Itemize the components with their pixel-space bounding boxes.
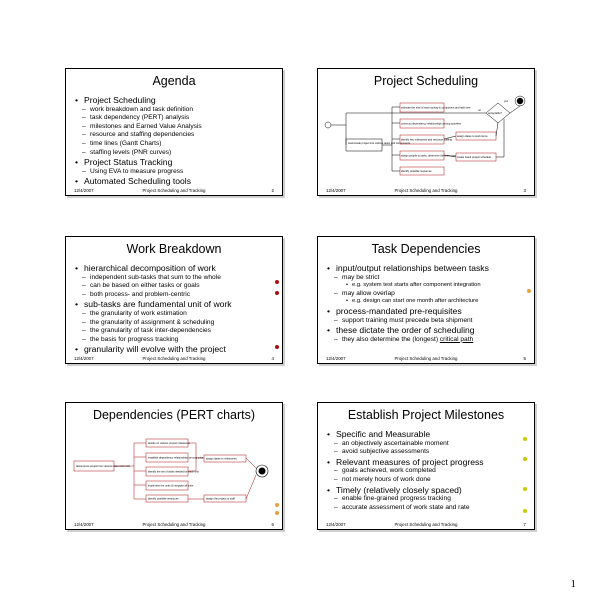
pert-box-label: assign dates to milestones (206, 457, 237, 461)
slide-number: 5 (523, 356, 526, 361)
slide-title: Dependencies (PERT charts) (92, 408, 256, 422)
pert-diagram (66, 423, 284, 523)
sub-bullet: – accurate assessment of work state and rate (326, 504, 524, 513)
footer-course: Project Scheduling and Tracking (394, 356, 458, 361)
annotation-marker (275, 280, 279, 284)
sub-bullet: – support training must precede beta shipment (326, 317, 524, 326)
pert-box-label: identify possible resources (148, 497, 179, 501)
footer-date: 12/4/2007 (74, 188, 94, 193)
pert-box-label: decide on various project milestones (148, 442, 190, 445)
yes-label: yes (504, 100, 509, 103)
start-node (325, 122, 331, 128)
bullet-list (326, 429, 524, 512)
annotation-marker (275, 511, 279, 515)
annotation-marker (523, 457, 527, 461)
pert-box-label: establish dependency relationships among units (148, 456, 204, 460)
sub-sub-bullet: • e.g. design can start one month after architecture (326, 298, 524, 306)
flow-box-label: assign dates to work items (457, 135, 488, 138)
slide-title: Project Scheduling (373, 74, 479, 88)
bullet: • these dictate the order of scheduling (326, 325, 524, 336)
slide-number: 2 (271, 188, 274, 193)
footer-date: 12/4/2007 (74, 522, 94, 527)
sub-bullet: – may allow overlap (326, 290, 524, 299)
annotation-marker (523, 509, 527, 513)
pert-box-label: implement the units & integrate all units (148, 484, 194, 488)
bullet: • granularity will evolve with the project (74, 344, 272, 355)
sub-bullet: – resource and staffing dependencies (74, 131, 272, 140)
bullet: • Automated Scheduling tools (74, 176, 272, 187)
sub-bullet-text: they also determine the (longest) (342, 335, 440, 343)
pert-box-label: identify the set of tasks needed for each unit (148, 470, 199, 474)
sub-bullet: – both process- and problem-centric (74, 291, 272, 300)
flow-box (346, 139, 382, 151)
annotation-marker (523, 487, 527, 491)
footer-course: Project Scheduling and Tracking (142, 188, 206, 193)
annotation-marker (523, 437, 527, 441)
footer-date: 12/4/2007 (326, 188, 346, 193)
footer-date: 12/4/2007 (326, 356, 346, 361)
sub-bullet: – goals achieved, work completed (326, 467, 524, 476)
sub-bullet: – time lines (Gantt Charts) (74, 140, 272, 149)
sub-bullet: – the granularity of task inter-dependencies (74, 327, 272, 336)
pert-box-label: assign the project to staff (206, 497, 235, 501)
footer-course: Project Scheduling and Tracking (142, 522, 206, 527)
footer-date: 12/4/2007 (74, 356, 94, 361)
bullet-list (74, 263, 272, 355)
annotation-marker (275, 345, 279, 349)
scheduling-flow-diagram (318, 89, 536, 194)
annotation-marker (527, 289, 531, 293)
sub-bullet: – the granularity of assignment & scheduling (74, 319, 272, 328)
slide-work-breakdown (65, 236, 283, 364)
decision-label: acceptable? (488, 112, 502, 115)
flow-box-label: construct dependency relationships among activities (401, 122, 461, 126)
flow-box-label: work-break project into various tasks and components (348, 142, 410, 145)
flow-box-label: identify possible resources (401, 170, 432, 173)
flow-box-label: create Gantt project schedule (457, 156, 491, 159)
pert-box-label: decompose project into various tasks and units (76, 465, 130, 468)
slide-number: 4 (271, 356, 274, 361)
slide-pert-charts (65, 402, 283, 530)
bullet: • Timely (relatively closely spaced) (326, 485, 524, 496)
no-label: no (478, 109, 481, 112)
flow-box-label: estimate the size of each activity & component and task time (401, 106, 471, 110)
flow-box-label: assign people to tasks, determine the team size (401, 154, 456, 158)
slide-project-scheduling (317, 68, 535, 196)
bullet: • sub-tasks are fundamental unit of work (74, 299, 272, 310)
slide-number: 7 (523, 522, 526, 527)
flow-box-label: identify key milestones and resource staffing (401, 138, 452, 142)
sub-bullet: – the basis for progress tracking (74, 336, 272, 345)
slide-project-milestones (317, 402, 535, 530)
sub-bullet (326, 336, 524, 345)
sub-bullet: – not merely hours of work done (326, 476, 524, 485)
sub-bullet: – independent sub-tasks that sum to the whole (74, 274, 272, 283)
slide-agenda (65, 68, 283, 196)
sub-bullet: – milestones and Earned Value Analysis (74, 123, 272, 132)
sub-bullet: – staffing levels (PNR curves) (74, 149, 272, 158)
page-number: 1 (570, 578, 576, 590)
footer-course: Project Scheduling and Tracking (142, 356, 206, 361)
slide-title: Task Dependencies (371, 242, 481, 256)
bullet: • Specific and Measurable (326, 429, 524, 440)
slide-task-dependencies (317, 236, 535, 364)
annotation-marker (275, 503, 279, 507)
slide-number: 6 (271, 522, 274, 527)
slide-title: Establish Project Milestones (347, 408, 505, 422)
sub-bullet: – enable fine-grained progress tracking (326, 495, 524, 504)
bullet: • Relevant measures of project progress (326, 457, 524, 468)
slide-title: Work Breakdown (126, 242, 222, 256)
sub-bullet: – avoid subjective assessments (326, 448, 524, 457)
footer-course: Project Scheduling and Tracking (394, 522, 458, 527)
slide-title: Agenda (152, 74, 196, 88)
sub-bullet: – may be strict (326, 274, 524, 283)
sub-bullet: – task dependency (PERT) analysis (74, 114, 272, 123)
sub-bullet: – the granularity of work estimation (74, 310, 272, 319)
critical-path-link[interactable]: critical path (439, 335, 474, 343)
sub-bullet: – Using EVA to measure progress (74, 168, 272, 177)
bullet: • process-mandated pre-requisites (326, 306, 524, 317)
slide-number: 3 (523, 188, 526, 193)
bullet-list (74, 95, 272, 187)
sub-bullet: – work breakdown and task definition (74, 106, 272, 115)
bullet: • Project Status Tracking (74, 157, 272, 168)
sub-bullet: – an objectively ascertainable moment (326, 440, 524, 449)
bullet: • input/output relationships between tasks (326, 263, 524, 274)
bullet: • Project Scheduling (74, 95, 272, 106)
footer-course: Project Scheduling and Tracking (394, 188, 458, 193)
sub-sub-bullet: • e.g. system test starts after component integration (326, 282, 524, 290)
bullet-list (326, 263, 524, 344)
sub-bullet: – can be based on either tasks or goals (74, 282, 272, 291)
annotation-marker (275, 291, 279, 295)
bullet: • hierarchical decomposition of work (74, 263, 272, 274)
footer-date: 12/4/2007 (326, 522, 346, 527)
